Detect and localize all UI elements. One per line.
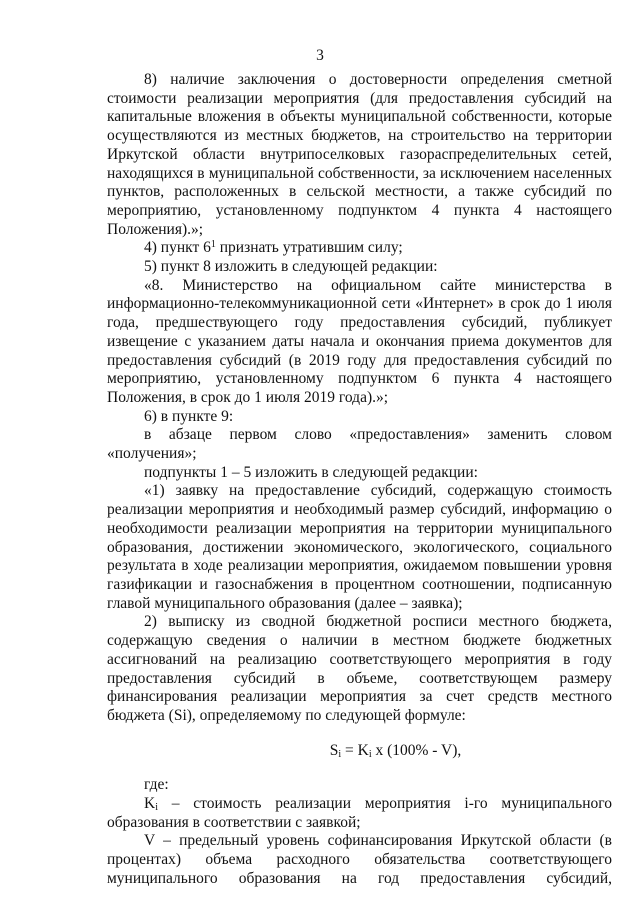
paragraph-item-6: 6) в пункте 9: — [144, 407, 234, 425]
paragraph-subitems-intro: подпункты 1 – 5 изложить в следующей редакции: — [144, 463, 478, 481]
formula-k: = K — [341, 741, 369, 759]
paragraph-item-5: 5) пункт 8 изложить в следующей редакции: — [144, 258, 438, 276]
formula — [107, 742, 612, 761]
ki-index: i — [155, 802, 158, 814]
formula-tail: x (100% - V), — [371, 741, 462, 759]
paragraph-item-4-text: 4) пункт 6 — [144, 239, 211, 257]
paragraph-item-8: 8) наличие заключения о достоверности определения сметной стоимости реализации мероприятия (для предоставления субсидий на капитальные вложения в объекты муниципальной собственности, которые осуществляются из местных бюджетов, на строительство на территории Иркутской области внутрипоселковых газораспределительных сетей, находящихся в муниципальной собственности, за исключением населенных пунктов, расположенных в сельской местности, а также субсидий по мероприятию, установленному подпунктом 4 пункта 4 настоящего Положения).»; — [107, 71, 612, 238]
superscript-1: 1 — [210, 239, 216, 251]
paragraph-subitem-1: «1) заявку на предоставление субсидий, содержащую стоимость реализации мероприятия и необходимый размер субсидий, информацию о необходимости реализации мероприятия на территории муниципального образования, достижении экономического, экологического, социального результата в ходе реализации мероприятия, ожидаемом повышении уровня газификации и газоснабжения в процентном соотношении, подписанную главой муниципального образования (далее – заявка); — [107, 482, 612, 612]
paragraph-v-definition: V – предельный уровень софинансирования Иркутской области (в процентах) объема расходного обязательства соответствующего муниципального образования на год предоставления субсидий, — [107, 832, 612, 887]
formula-s-index: i — [338, 748, 342, 760]
ki-symbol: K — [144, 795, 156, 813]
page-number: 3 — [316, 47, 324, 64]
paragraph-ki-definition — [107, 795, 612, 832]
formula-s: S — [329, 741, 339, 759]
paragraph-subitem-2: 2) выписку из сводной бюджетной росписи местного бюджета, содержащую сведения о наличии в местном бюджете бюджетных ассигнований на реализацию соответствующего мероприятия в году предоставления субсидий в объеме, соответствующем размеру финансирования реализации мероприятия за счет средств местного бюджета (Si), определяемому по следующей формуле: — [107, 613, 612, 724]
paragraph-word-replace: в абзаце первом слово «предоставления» заменить словом «получения»; — [107, 426, 612, 463]
paragraph-where: где: — [144, 776, 169, 794]
paragraph-point-8-quote: «8. Министерство на официальном сайте министерства в информационно-телекоммуникационной сети «Интернет» в срок до 1 июля года, предшествующего году предоставления субсидий, публикует извещение с указанием даты начала и окончания приема документов для предоставления субсидий (в 2019 году для предоставления субсидий по мероприятию, установленному подпунктом 6 пункта 4 настоящего Положения, в срок до 1 июля 2019 года).»; — [107, 276, 612, 406]
formula-k-index: i — [368, 748, 372, 760]
ki-definition-text: – стоимость реализации мероприятия i-го муниципального образования в соответствии с заявкой; — [107, 795, 612, 831]
paragraph-item-4-tail: признать утратившим силу; — [215, 239, 403, 257]
paragraph-item-4-point-6 — [107, 239, 612, 258]
document-body — [107, 71, 612, 889]
